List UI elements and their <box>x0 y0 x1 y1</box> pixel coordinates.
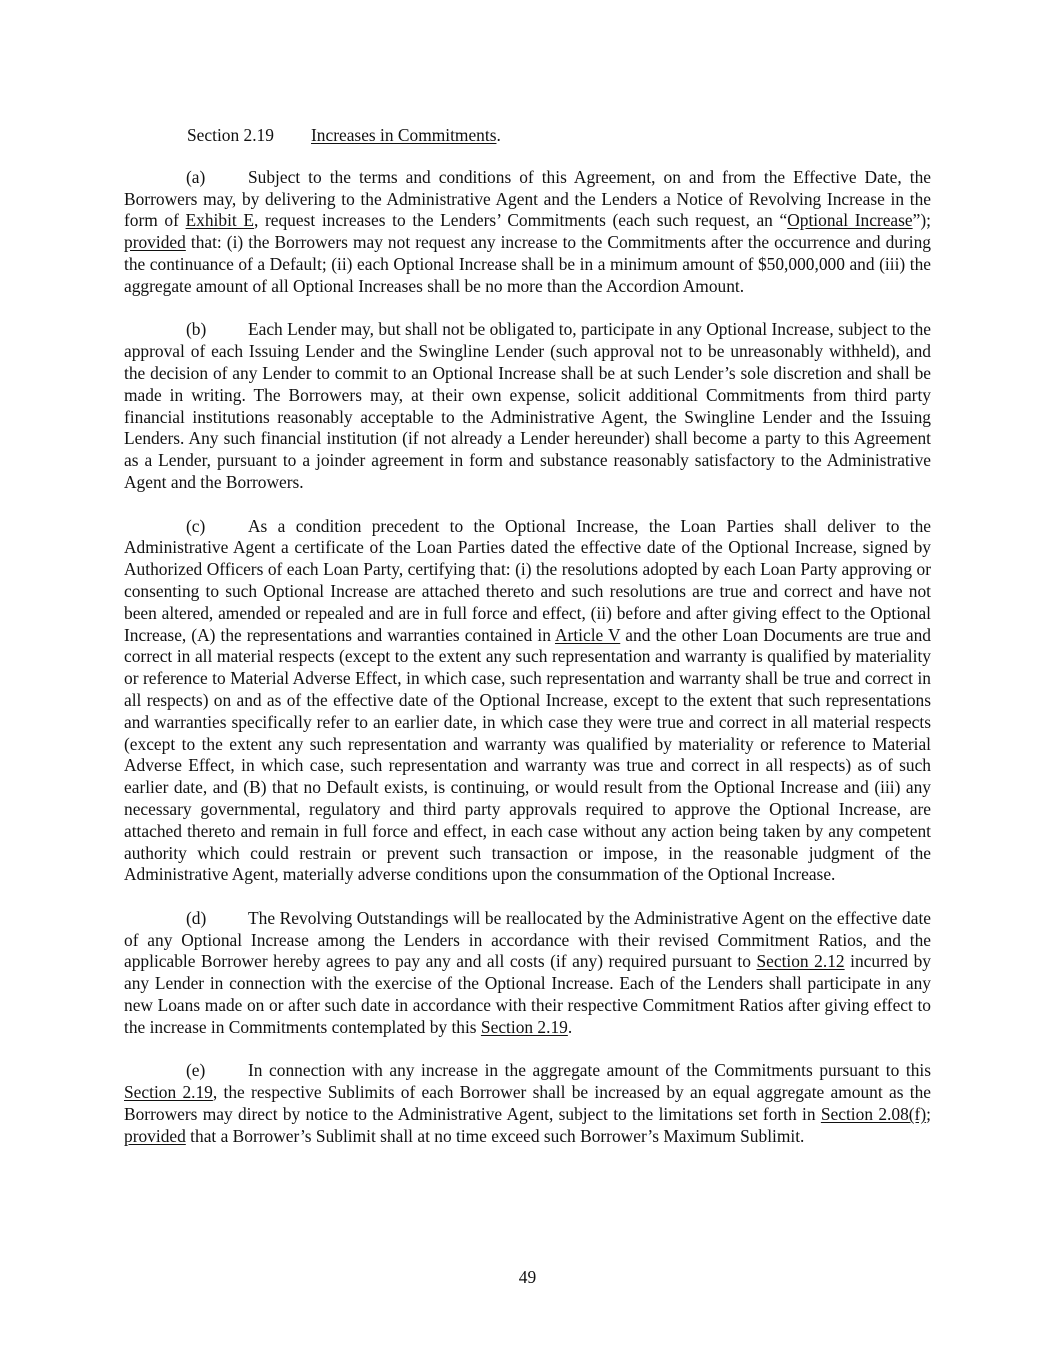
paragraph-c-label: (c) <box>186 515 206 536</box>
paragraph-a-text: that: (i) the Borrowers may not request any increase to the Commitments after the occurrence and during the continuance of a Default; (ii) each Optional Increase shall be in a minimum amount of $50,000,000 and (iii) the aggregate amount of all Optional Increases shall be no more than the Accordion Amount. <box>124 232 931 296</box>
section-2-19-reference: Section 2.19 <box>480 1016 568 1037</box>
paragraph-e-text: ; <box>926 1104 931 1125</box>
provided-term: provided <box>124 1125 186 1146</box>
paragraph-a-label: (a) <box>186 166 206 187</box>
paragraph-d-text: The Revolving Outstandings will be reallocated by the Administrative Agent on the effective date of any Optional Increase among the Lenders in accordance with their revised Commitment Ratios, and the applicable Borrower hereby agrees to pay any and all costs (if any) required pursuant to <box>124 907 931 972</box>
paragraph-e-text: In connection with any increase in the aggregate amount of the Commitments pursuant to this <box>248 1060 931 1081</box>
paragraph-e-label: (e) <box>186 1060 206 1081</box>
paragraph-c-text: and the other Loan Documents are true and correct in all material respects (except to the extent any such representation and warranty is qualified by materiality or reference to Material Adverse Effect, in which case, such representation and warranty shall be true and correct in all respects) on and as of the effective date of the Optional Increase, except to the extent that such representations and warranties specifically refer to an earlier date, in which case they were true and correct in all material respects (except to the extent any such representation and warranty was qualified by materiality or reference to Material Adverse Effect, in which case, such representation and warranty was true and correct in all respects) as of such earlier date, and (B) that no Default exists, is continuing, or would result from the Optional Increase and (iii) any necessary governmental, regulatory and third party approvals required to approve the Optional Increase, are attached thereto and remain in full force and effect, in each case without any action being taken by any competent authority which could restrain or prevent such transaction or impose, in the reasonable judgment of the Administrative Agent, materially adverse conditions upon the consummation of the Optional Increase. <box>124 624 932 885</box>
paragraph-a <box>124 167 931 298</box>
section-title: Increases in Commitments <box>311 125 497 145</box>
optional-increase-term: Optional Increase <box>787 210 913 231</box>
provided-term: provided <box>124 232 186 253</box>
article-v-reference: Article V <box>554 624 621 645</box>
section-2-08f-reference: Section 2.08(f) <box>820 1104 927 1125</box>
paragraph-e-text: , the respective Sublimits of each Borrower shall be increased by an equal aggregate amount as the Borrowers may direct by notice to the Administrative Agent, subject to the limitations set forth in <box>124 1082 931 1125</box>
section-title-suffix: . <box>496 125 501 145</box>
paragraph-d <box>124 908 931 1039</box>
paragraph-a-text: , request increases to the Lenders’ Commitments (each such request, an “ <box>254 210 788 231</box>
section-2-19-reference: Section 2.19 <box>124 1082 213 1103</box>
paragraph-b-text: Each Lender may, but shall not be obligated to, participate in any Optional Increase, subject to the approval of each Issuing Lender and the Swingline Lender (such approval not to be unreasonably withheld), and the decision of any Lender to commit to an Optional Increase shall be at such Lender’s sole discretion and shall be made in writing. The Borrowers may, at their own expense, solicit additional Commitments from third party financial institutions reasonably acceptable to the Administrative Agent, the Swingline Lender and the Issuing Lenders. Any such financial institution (if not already a Lender hereunder) shall become a party to this Agreement as a Lender, pursuant to a joinder agreement in form and substance reasonably satisfactory to the Administrative Agent and the Borrowers. <box>124 319 931 492</box>
page-number: 49 <box>518 1267 537 1287</box>
paragraph-c-text: As a condition precedent to the Optional Increase, the Loan Parties shall deliver to the Administrative Agent a certificate of the Loan Parties dated the effective date of the Optional Increase, signed by Authorized Officers of each Loan Party, certifying that: (i) the resolutions adopted by each Loan Party approving or consenting to such Optional Increase are attached thereto and such resolutions are true and correct and have not been altered, amended or repealed and are in full force and effect, (ii) before and after giving effect to the Optional Increase, (A) the representations and warranties contained in <box>124 515 931 645</box>
paragraph-e-text: that a Borrower’s Sublimit shall at no time exceed such Borrower’s Maximum Sublimit. <box>185 1125 805 1146</box>
paragraph-a-text: ”); <box>912 210 931 231</box>
paragraph-d-text: incurred by any Lender in connection with the exercise of the Optional Increase. Each of the Lenders shall participate in any new Loans made on or after such date in accordance with their respective Commitment Ratios after giving effect to the increase in Commitments contemplated by this <box>124 951 931 1037</box>
paragraph-d-text: . <box>567 1016 573 1037</box>
paragraph-b <box>124 319 931 493</box>
section-2-12-reference: Section 2.12 <box>756 951 845 972</box>
paragraph-e <box>124 1060 931 1147</box>
document-body <box>124 125 931 1169</box>
paragraph-c <box>124 516 931 887</box>
exhibit-e-reference: Exhibit E <box>185 210 254 231</box>
section-number: Section 2.19 <box>187 125 274 145</box>
paragraph-a-text: Subject to the terms and conditions of this Agreement, on and from the Effective Date, the Borrowers may, by delivering to the Administrative Agent and the Lenders a Notice of Revolving Increase in the form of <box>124 166 931 231</box>
paragraph-d-label: (d) <box>186 907 207 928</box>
paragraph-b-label: (b) <box>186 319 207 340</box>
section-heading <box>124 125 931 147</box>
